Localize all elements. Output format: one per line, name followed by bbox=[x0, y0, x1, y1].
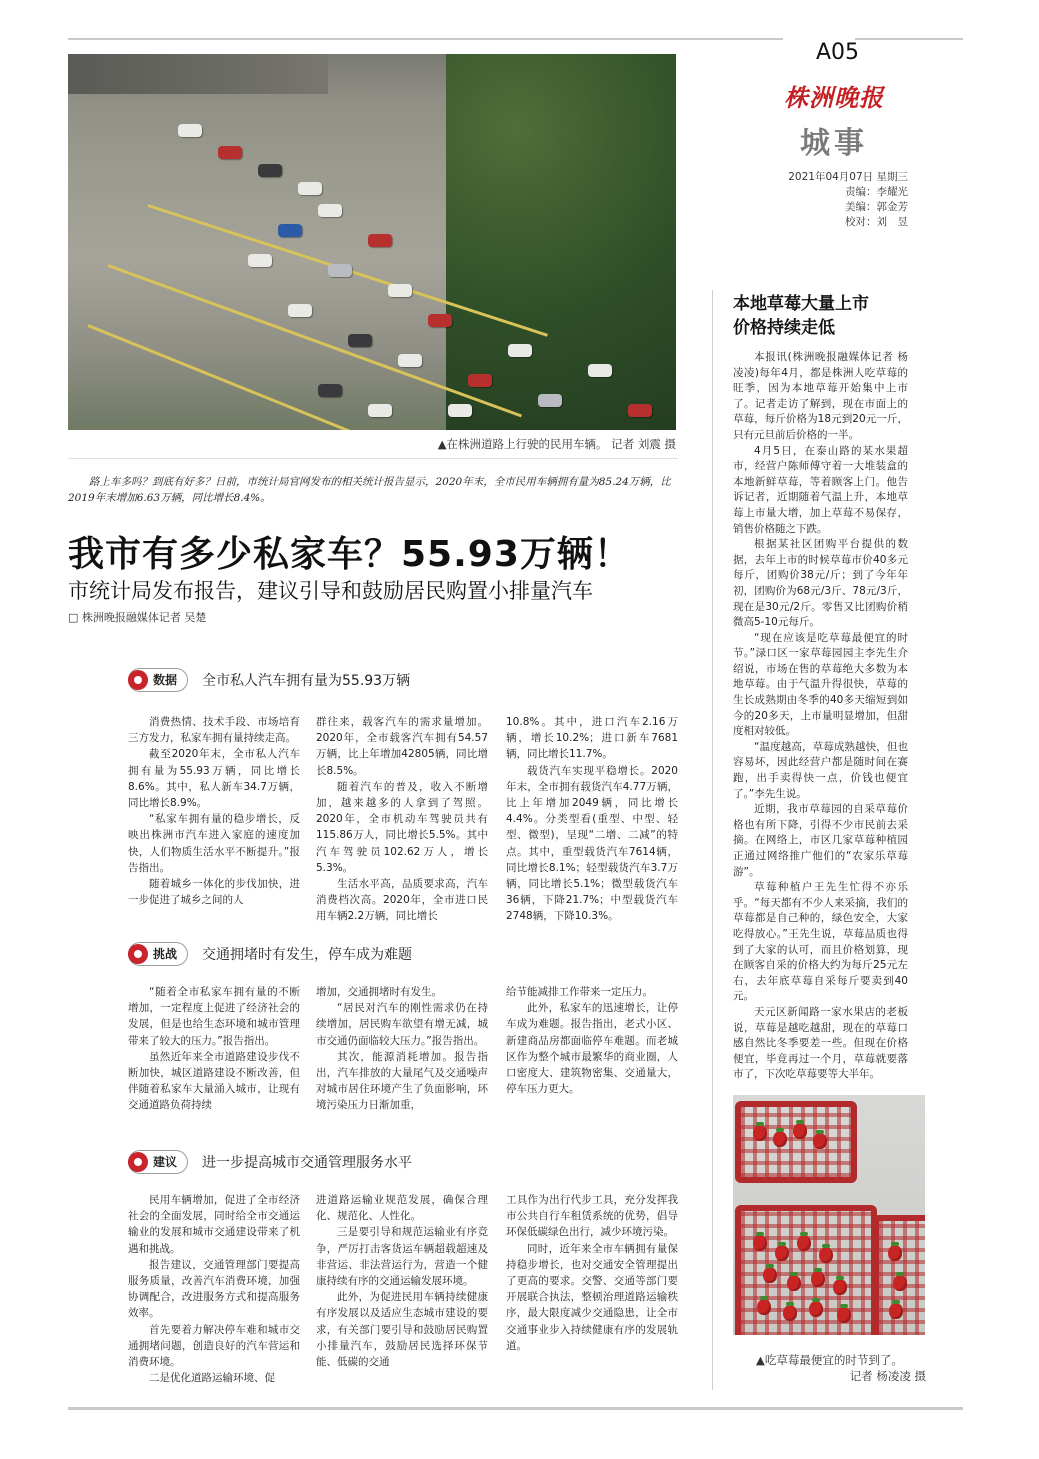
strawberry bbox=[889, 1303, 903, 1319]
article-column: 民用车辆增加，促进了全市经济社会的全面发展，同时给全市交通运输业的发展和城市交通建设带来了机遇和挑战。 报告建议，交通管理部门要提高服务质量，改善汽车消费环境，加强协调配合，改进服务方式和提高服务效率。 首先要着力解决停车难和城市交通拥堵问题，创造良好的汽车营运和消费环境。 二是优化道路运输环境、促 bbox=[128, 1194, 300, 1385]
article-column: 进道路运输业规范发展，确保合理化、规范化、人性化。 三是要引导和规范运输业有序竞争，严厉打击客货运车辆超载超速及非营运、非法营运行为，营造一个健康持续有序的交通运输发展环境。 此外，为促进民用车辆持续健康有序发展以及适应生态城市建设的要求，有关部门要引导和鼓励居民购置小排量汽车，鼓励居民选择环保节能、低碳的交通 bbox=[316, 1194, 488, 1369]
main-photo-caption: ▲在株洲道路上行驶的民用车辆。 记者 刘震 摄 bbox=[437, 437, 676, 451]
car bbox=[468, 374, 492, 387]
headline: 我市有多少私家车？55.93万辆！ bbox=[68, 534, 631, 575]
strawberry bbox=[888, 1245, 902, 1261]
car bbox=[318, 204, 342, 217]
strawberry bbox=[813, 1133, 827, 1149]
article-column: “随着全市私家车拥有量的不断增加，一定程度上促进了经济社会的发展，但是也给生态环境和城市管理带来了较大的压力。”报告指出。 虽然近年来全市道路建设步伐不断加快，城区道路建设不断改善，但伴随着私家车大量涌入城市，让现有交通道路负荷持续 bbox=[128, 986, 300, 1112]
car bbox=[278, 224, 302, 237]
section-head-data bbox=[128, 668, 648, 692]
byline: □ 株洲晚报融媒体记者 吴楚 bbox=[68, 611, 207, 624]
top-rule bbox=[68, 38, 783, 40]
strawberry bbox=[837, 1307, 851, 1323]
article-column: 给节能减排工作带来一定压力。 此外，私家车的迅速增长，让停车成为难题。报告指出，老式小区、新建商品房都面临停车难题。而老城区作为整个城市最繁华的商业圈，人口密度大、建筑物密集、交通量大，停车压力更大。 bbox=[506, 986, 678, 1096]
car bbox=[178, 124, 202, 137]
strawberry-photo-credit: 记者 杨凌凌 摄 bbox=[849, 1369, 926, 1383]
strawberry bbox=[797, 1235, 811, 1251]
sidebar-headline: 本地草莓大量上市 价格持续走低 bbox=[733, 294, 869, 338]
car bbox=[348, 334, 372, 347]
article-column: 消费热情、技术手段、市场培育三方发力，私家车拥有量持续走高。 截至2020年末，全市私人汽车拥有量为55.93万辆，同比增长8.6%。其中，私人新车34.7万辆，同比增长8.9%。 “私家车拥有量的稳步增长，反映出株洲市汽车进入家庭的速度加快，人们物质生活水平不断提升。”报告指出。 随着城乡一体化的步伐加快，进一步促进了城乡之间的人 bbox=[128, 716, 300, 907]
sidebar-article: 本报讯(株洲晚报融媒体记者 杨凌凌)每年4月，都是株洲人吃草莓的旺季，因为本地草莓开始集中上市了。记者走访了解到，现在市面上的草莓，每斤价格为18元到20元一斤，只有元旦前后价格的一半。 4月5日，在泰山路的某水果超市，经营户陈师傅守着一大堆装盒的本地新鲜草莓，等着顾客上门。他告诉记者，近期随着气温上升，本地草莓上市量大增，加上草莓不易保存，销售价格随之下跌。 根据某社区团购平台提供的数据，去年上市的时候草莓市价40多元每斤，团购价38元/斤；到了今年年初，团购价为68元/3斤、78元/3斤，现在是30元/2斤。零售又比团购价稍微高5-10元每斤。 “现在应该是吃草莓最便宜的时节。”渌口区一家草莓园园主李先生介绍说，市场在售的草莓绝大多数为本地草莓。由于气温升得很快，草莓的生长成熟期由冬季的40多天缩短到如今的20多天，上市量明显增加，但甜度相对较低。 “温度越高，草莓成熟越快，但也容易坏，因此经营户都是随时间在赛跑，出手卖得快一点，价钱也便宜了。”李先生说。 近期，我市草莓园的自采草莓价格也有所下降，引得不少市民前去采摘。在网络上，市区几家草莓种植园正通过网络推广他们的“农家乐草莓游”。 草莓种植户王先生忙得不亦乐乎。“每天都有不少人来采摘，我们的草莓都是自己种的，绿色安全，大家吃得放心。”王先生说，草莓品质也得到了大家的认可，而且价格划算，现在顾客自采的价格大约为每斤25元左右，去年底草莓自采每斤要卖到40元。 天元区新闻路一家水果店的老板说，草莓是越吃越甜，现在的草莓口感自然比冬季要差一些。但现在价格便宜，毕竟再过一个月，草莓就要落市了，下次吃草莓要等大半年。 bbox=[733, 351, 908, 1081]
car bbox=[448, 404, 472, 417]
car bbox=[508, 344, 532, 357]
car bbox=[628, 404, 652, 417]
section-head-challenge bbox=[128, 942, 648, 966]
issue-meta bbox=[740, 170, 908, 230]
intro-paragraph: 路上车多吗？到底有好多？日前，市统计局官网发布的相关统计报告显示，2020年末，全市民用车辆拥有量为85.24万辆，比2019年末增加6.63万辆，同比增长8.4%。 bbox=[68, 476, 671, 504]
car bbox=[258, 164, 282, 177]
strawberry bbox=[753, 1125, 767, 1141]
section-head-suggestion bbox=[128, 1150, 648, 1174]
car bbox=[368, 404, 392, 417]
section-tag: 数据 bbox=[128, 668, 188, 692]
section-bullet-icon bbox=[128, 944, 148, 964]
car bbox=[398, 354, 422, 367]
section-title: 交通拥堵时有发生，停车成为难题 bbox=[202, 947, 412, 963]
section-name: 城事 bbox=[800, 126, 868, 161]
page-number: A05 bbox=[816, 40, 860, 65]
strawberry bbox=[811, 1271, 825, 1287]
basket bbox=[735, 1101, 857, 1183]
strawberry bbox=[773, 1131, 787, 1147]
designer-line: 美编：郭金芳 bbox=[845, 201, 908, 213]
car bbox=[388, 284, 412, 297]
section-bullet-icon bbox=[128, 1152, 148, 1172]
car bbox=[368, 234, 392, 247]
article-column: 群往来，载客汽车的需求量增加。2020年，全市载客汽车拥有54.57万辆，比上年增加42805辆，同比增长8.5%。 随着汽车的普及，收入不断增加，越来越多的人拿到了驾照。2020年，全市机动车驾驶员共有115.86万人，同比增长5.5%。其中汽车驾驶员102.62万人，增长5.3%。 生活水平高，品质要求高，汽车消费档次高。2020年，全市进口民用车辆2.2万辆，同比增长 bbox=[316, 716, 488, 923]
car bbox=[428, 314, 452, 327]
editor-line: 责编：李耀光 bbox=[845, 186, 908, 198]
strawberry bbox=[763, 1267, 777, 1283]
traffic-photo bbox=[68, 54, 676, 430]
strawberry bbox=[893, 1275, 907, 1291]
lane-marking bbox=[87, 324, 496, 430]
article-column: 10.8%。其中，进口汽车2.16万辆，增长10.2%；进口新车7681辆，同比增长11.7%。 载货汽车实现平稳增长。2020年末，全市拥有载货汽车4.77万辆，比上年增加2049辆，同比增长4.4%。分类型看(重型、中型、轻型、微型)，呈现“二增、二减”的特点。其中，重型载货汽车7614辆，同比增长8.1%；轻型载货汽车3.7万辆，同比增长5.1%；微型载货汽车36辆，下降21.7%；中型载货汽车2748辆，下降10.3%。 bbox=[506, 716, 678, 923]
section-title: 进一步提高城市交通管理服务水平 bbox=[202, 1155, 412, 1171]
strawberry bbox=[833, 1279, 847, 1295]
basket bbox=[735, 1205, 877, 1335]
proofreader-line: 校对：刘 昱 bbox=[845, 216, 908, 228]
strawberry-photo-caption: ▲吃草莓最便宜的时节到了。 bbox=[756, 1353, 903, 1367]
subheadline: 市统计局发布报告，建议引导和鼓励居民购置小排量汽车 bbox=[68, 579, 593, 603]
section-tag: 挑战 bbox=[128, 942, 188, 966]
car bbox=[538, 394, 562, 407]
strawberry bbox=[787, 1275, 801, 1291]
article-column: 工具作为出行代步工具，充分发挥我市公共自行车租赁系统的优势，倡导环保低碳绿色出行，减少环境污染。 同时，近年来全市车辆拥有量保持稳步增长，也对交通安全管理提出了更高的要求。交警、交通等部门要开展联合执法，整顿治理道路运输秩序，最大限度减少交通隐患，让全市交通事业步入持续健康有序的发展轨道。 bbox=[506, 1194, 678, 1352]
strawberry bbox=[775, 1245, 789, 1261]
section-title: 全市私人汽车拥有量为55.93万辆 bbox=[202, 673, 411, 689]
section-tag: 建议 bbox=[128, 1150, 188, 1174]
car bbox=[298, 182, 322, 195]
car bbox=[248, 254, 272, 267]
car bbox=[588, 364, 612, 377]
article-column: 增加，交通拥堵时有发生。 “居民对汽车的刚性需求仍在持续增加，居民购车欲望有增无减，城市交通仍面临较大压力。”报告指出。 其次，能源消耗增加。报告指出，汽车排放的大量尾气及交通噪声对城市居住环境产生了负面影响，环境污染压力日渐加重， bbox=[316, 986, 488, 1112]
date-line: 2021年04月07日 星期三 bbox=[788, 171, 908, 183]
top-rule-right bbox=[855, 38, 963, 40]
strawberry bbox=[793, 1123, 807, 1139]
newspaper-logo: 株洲晚报 bbox=[784, 83, 884, 112]
strawberry bbox=[753, 1235, 767, 1251]
sidebar-divider bbox=[712, 290, 713, 1390]
section-bullet-icon bbox=[128, 670, 148, 690]
car bbox=[318, 384, 342, 397]
car bbox=[288, 304, 312, 317]
strawberry bbox=[819, 1247, 833, 1263]
bottom-rule bbox=[68, 1407, 963, 1410]
toll-canopy bbox=[68, 54, 328, 94]
strawberry bbox=[809, 1301, 823, 1317]
strawberry bbox=[783, 1305, 797, 1321]
car bbox=[328, 264, 352, 277]
strawberry bbox=[757, 1299, 771, 1315]
car bbox=[218, 146, 242, 159]
strawberry-photo bbox=[733, 1095, 925, 1335]
